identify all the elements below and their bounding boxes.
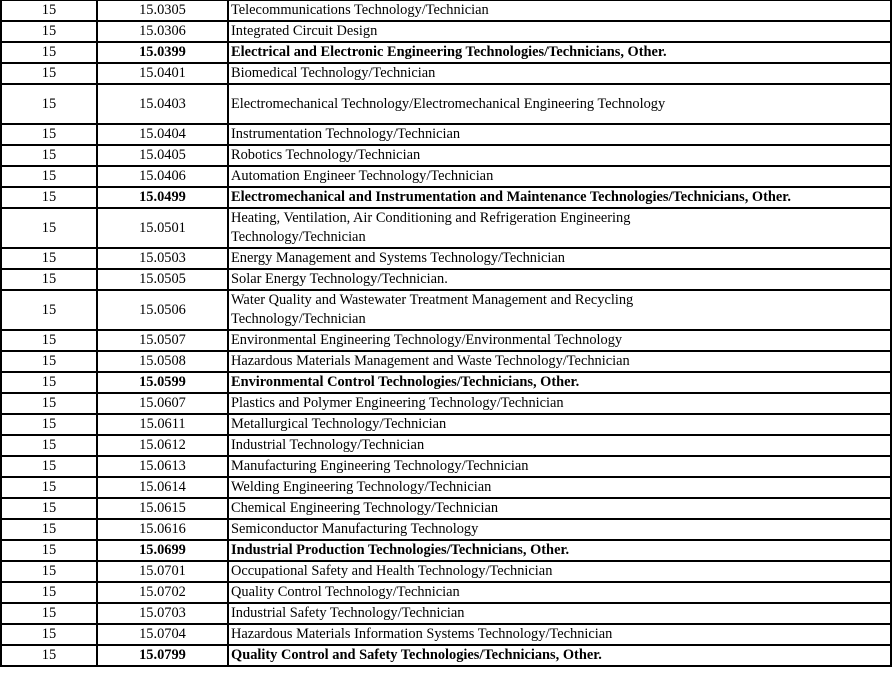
program-title-text: Metallurgical Technology/Technician <box>231 416 447 432</box>
program-title-text: Hazardous Materials Management and Waste Technology/Technician <box>231 353 630 369</box>
program-title-text: Electrical and Electronic Engineering Technologies/Technicians, Other. <box>231 44 667 60</box>
table-row <box>1 393 891 414</box>
program-title-text: Energy Management and Systems Technology/Technician <box>231 250 565 266</box>
cip-family-cell: 15 <box>1 435 97 456</box>
program-title-text: Environmental Control Technologies/Technicians, Other. <box>231 374 580 390</box>
program-title-text: Telecommunications Technology/Technician <box>231 2 489 18</box>
cip-family-cell: 15 <box>1 166 97 187</box>
cip-family-cell: 15 <box>1 84 97 124</box>
program-title-cell <box>228 414 891 435</box>
program-title-cell <box>228 42 891 63</box>
cip-code-cell: 15.0607 <box>97 393 228 414</box>
table-row <box>1 414 891 435</box>
cip-code-cell: 15.0306 <box>97 21 228 42</box>
cip-code-cell: 15.0611 <box>97 414 228 435</box>
program-title-cell <box>228 351 891 372</box>
program-title-text: Electromechanical Technology/Electromechanical Engineering Technology <box>231 95 666 112</box>
table-row <box>1 456 891 477</box>
cip-code-cell: 15.0501 <box>97 208 228 248</box>
table-row <box>1 84 891 124</box>
program-title-cell <box>228 21 891 42</box>
program-title-text: Welding Engineering Technology/Technician <box>231 479 492 495</box>
cip-code-cell: 15.0506 <box>97 290 228 330</box>
program-title-text: Quality Control and Safety Technologies/Technicians, Other. <box>231 647 602 663</box>
program-title-cell <box>228 540 891 561</box>
cip-code-cell: 15.0614 <box>97 477 228 498</box>
program-title-text: Semiconductor Manufacturing Technology <box>231 521 479 537</box>
cip-code-cell: 15.0613 <box>97 456 228 477</box>
cip-code-cell: 15.0615 <box>97 498 228 519</box>
table-row <box>1 290 891 330</box>
program-title-cell <box>228 124 891 145</box>
program-title-cell <box>228 519 891 540</box>
program-title-cell <box>228 477 891 498</box>
program-title-text: Plastics and Polymer Engineering Technology/Technician <box>231 395 564 411</box>
program-title-text: Water Quality and Wastewater Treatment Management and Recycling Technology/Technician <box>231 292 634 327</box>
program-title-text: Industrial Technology/Technician <box>231 437 425 453</box>
cip-family-cell: 15 <box>1 248 97 269</box>
cip-family-cell: 15 <box>1 540 97 561</box>
program-title-text: Quality Control Technology/Technician <box>231 584 460 600</box>
table-row <box>1 330 891 351</box>
program-title-text: Heating, Ventilation, Air Conditioning and Refrigeration Engineering Technology/Technician <box>231 210 631 245</box>
program-title-text: Hazardous Materials Information Systems Technology/Technician <box>231 626 613 642</box>
cip-table-body <box>1 0 891 666</box>
cip-family-cell: 15 <box>1 330 97 351</box>
cip-code-cell: 15.0405 <box>97 145 228 166</box>
cip-family-cell: 15 <box>1 624 97 645</box>
cip-code-cell: 15.0799 <box>97 645 228 666</box>
program-title-text: Solar Energy Technology/Technician. <box>231 271 448 287</box>
program-title-text: Manufacturing Engineering Technology/Technician <box>231 458 529 474</box>
cip-family-cell: 15 <box>1 645 97 666</box>
cip-code-cell: 15.0406 <box>97 166 228 187</box>
cip-family-cell: 15 <box>1 393 97 414</box>
program-title-cell <box>228 603 891 624</box>
cip-family-cell: 15 <box>1 124 97 145</box>
table-row <box>1 498 891 519</box>
program-title-cell <box>228 645 891 666</box>
program-title-cell <box>228 498 891 519</box>
program-title-cell <box>228 145 891 166</box>
cip-code-cell: 15.0499 <box>97 187 228 208</box>
cip-family-cell: 15 <box>1 582 97 603</box>
table-row-subtotal <box>1 42 891 63</box>
cip-family-cell: 15 <box>1 290 97 330</box>
cip-family-cell: 15 <box>1 372 97 393</box>
cip-code-cell: 15.0599 <box>97 372 228 393</box>
program-title-text: Automation Engineer Technology/Technician <box>231 168 494 184</box>
table-row-subtotal <box>1 645 891 666</box>
cip-code-cell: 15.0508 <box>97 351 228 372</box>
cip-family-cell: 15 <box>1 63 97 84</box>
program-title-text: Environmental Engineering Technology/Environmental Technology <box>231 332 623 348</box>
table-row-subtotal <box>1 187 891 208</box>
cip-family-cell: 15 <box>1 145 97 166</box>
program-title-text: Industrial Safety Technology/Technician <box>231 605 465 621</box>
cip-code-cell: 15.0399 <box>97 42 228 63</box>
program-title-cell <box>228 269 891 290</box>
table-row <box>1 166 891 187</box>
cip-family-cell: 15 <box>1 187 97 208</box>
program-title-cell <box>228 582 891 603</box>
cip-code-cell: 15.0503 <box>97 248 228 269</box>
program-title-cell <box>228 166 891 187</box>
table-row <box>1 208 891 248</box>
program-title-cell <box>228 435 891 456</box>
cip-family-cell: 15 <box>1 414 97 435</box>
cip-family-cell: 15 <box>1 351 97 372</box>
program-title-text: Occupational Safety and Health Technology/Technician <box>231 563 553 579</box>
table-row-subtotal <box>1 372 891 393</box>
program-title-cell <box>228 0 891 21</box>
cip-code-cell: 15.0612 <box>97 435 228 456</box>
cip-code-cell: 15.0704 <box>97 624 228 645</box>
table-row <box>1 519 891 540</box>
cip-family-cell: 15 <box>1 603 97 624</box>
program-title-text: Instrumentation Technology/Technician <box>231 126 461 142</box>
cip-family-cell: 15 <box>1 0 97 21</box>
cip-family-cell: 15 <box>1 208 97 248</box>
cip-code-cell: 15.0616 <box>97 519 228 540</box>
cip-family-cell: 15 <box>1 477 97 498</box>
cip-family-cell: 15 <box>1 269 97 290</box>
table-row <box>1 351 891 372</box>
table-row <box>1 561 891 582</box>
table-row <box>1 63 891 84</box>
program-title-text: Integrated Circuit Design <box>231 23 378 39</box>
table-row <box>1 435 891 456</box>
cip-family-cell: 15 <box>1 519 97 540</box>
program-title-cell <box>228 84 891 124</box>
table-row <box>1 624 891 645</box>
program-title-cell <box>228 187 891 208</box>
table-row <box>1 477 891 498</box>
cip-code-cell: 15.0401 <box>97 63 228 84</box>
cip-family-cell: 15 <box>1 21 97 42</box>
cip-code-cell: 15.0702 <box>97 582 228 603</box>
cip-code-cell: 15.0703 <box>97 603 228 624</box>
cip-code-cell: 15.0505 <box>97 269 228 290</box>
cip-code-cell: 15.0404 <box>97 124 228 145</box>
program-title-cell <box>228 393 891 414</box>
cip-code-cell: 15.0701 <box>97 561 228 582</box>
cip-code-cell: 15.0507 <box>97 330 228 351</box>
program-title-cell <box>228 248 891 269</box>
table-row <box>1 603 891 624</box>
table-row-subtotal <box>1 540 891 561</box>
table-row <box>1 145 891 166</box>
program-title-text: Biomedical Technology/Technician <box>231 65 436 81</box>
table-row <box>1 269 891 290</box>
program-title-text: Electromechanical and Instrumentation and Maintenance Technologies/Technicians, Other. <box>231 189 791 205</box>
cip-family-cell: 15 <box>1 42 97 63</box>
table-row <box>1 124 891 145</box>
cip-family-cell: 15 <box>1 456 97 477</box>
program-title-cell <box>228 372 891 393</box>
program-title-text: Robotics Technology/Technician <box>231 147 421 163</box>
cip-code-cell: 15.0305 <box>97 0 228 21</box>
cip-code-cell: 15.0403 <box>97 84 228 124</box>
table-row <box>1 248 891 269</box>
program-title-cell <box>228 290 891 330</box>
program-title-cell <box>228 624 891 645</box>
cip-family-cell: 15 <box>1 561 97 582</box>
program-title-cell <box>228 208 891 248</box>
table-row <box>1 0 891 21</box>
program-title-cell <box>228 561 891 582</box>
program-title-cell <box>228 330 891 351</box>
program-title-cell <box>228 456 891 477</box>
cip-code-cell: 15.0699 <box>97 540 228 561</box>
table-row <box>1 21 891 42</box>
program-title-text: Industrial Production Technologies/Technicians, Other. <box>231 542 570 558</box>
cip-family-cell: 15 <box>1 498 97 519</box>
program-title-text: Chemical Engineering Technology/Technician <box>231 500 499 516</box>
program-title-cell <box>228 63 891 84</box>
table-row <box>1 582 891 603</box>
